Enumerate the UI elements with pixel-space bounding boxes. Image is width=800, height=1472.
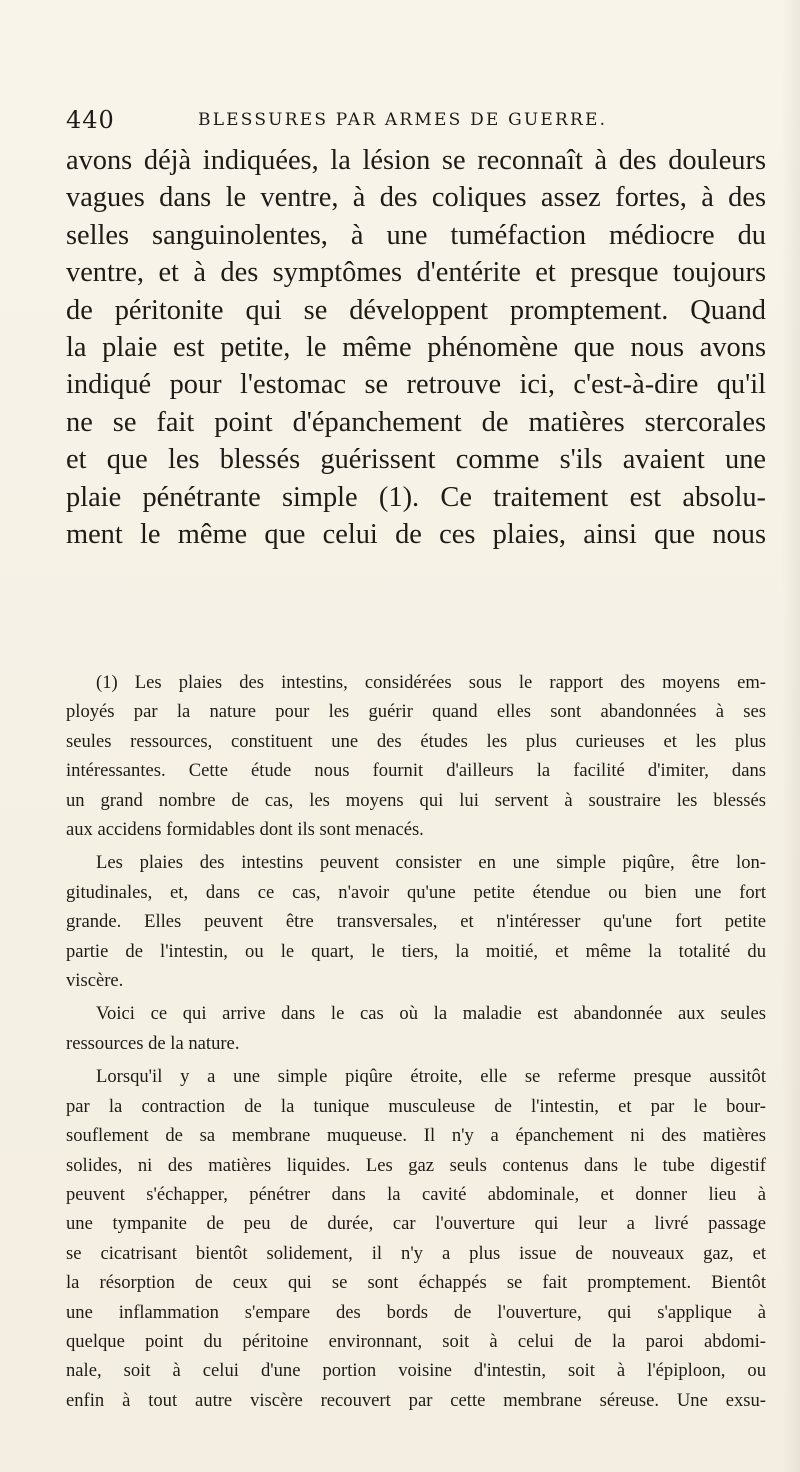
page-header bbox=[66, 106, 766, 136]
footnote-block bbox=[66, 668, 766, 1419]
page-number: 440 bbox=[66, 106, 115, 134]
page-edge-shadow bbox=[782, 0, 800, 1472]
footnote-line: enfin à tout autre viscère recouvert par cette membrane séreuse. Une exsu- bbox=[66, 1389, 766, 1411]
footnote-line: seules ressources, constituent une des études les plus curieuses et les plus bbox=[66, 730, 766, 752]
footnote-line: gitudinales, et, dans ce cas, n'avoir qu'une petite étendue ou bien une fort bbox=[66, 881, 766, 903]
main-text-line: plaie pénétrante simple (1). Ce traitement est absolu- bbox=[66, 481, 766, 513]
footnote-line: un grand nombre de cas, les moyens qui lui servent à soustraire les blessés bbox=[66, 789, 766, 811]
footnote-line: intéressantes. Cette étude nous fournit d'ailleurs la facilité d'imiter, dans bbox=[66, 760, 766, 782]
main-text-line: avons déjà indiquées, la lésion se reconnaît à des douleurs bbox=[66, 145, 766, 176]
footnote-paragraph bbox=[66, 999, 766, 1058]
footnote-line: par la contraction de la tunique musculeuse de l'intestin, et par le bour- bbox=[66, 1095, 766, 1117]
footnote-line: ressources de la nature. bbox=[66, 1032, 240, 1054]
main-text-line: ment le même que celui de ces plaies, ainsi que nous bbox=[66, 519, 766, 551]
main-text-line: indiqué pour l'estomac se retrouve ici, c'est-à-dire qu'il bbox=[66, 369, 766, 401]
footnote-line: (1) Les plaies des intestins, considérées sous le rapport des moyens em- bbox=[96, 672, 766, 693]
footnote-line: solides, ni des matières liquides. Les gaz seuls contenus dans le tube digestif bbox=[66, 1154, 766, 1176]
main-text-line: vagues dans le ventre, à des coliques assez fortes, à des bbox=[66, 182, 766, 214]
footnote-line: une inflammation s'empare des bords de l'ouverture, qui s'applique à bbox=[66, 1301, 766, 1323]
main-text-line: la plaie est petite, le même phénomène que nous avons bbox=[66, 332, 766, 364]
main-text-line: ne se fait point d'épanchement de matières stercorales bbox=[66, 406, 766, 438]
footnote-line: une tympanite de peu de durée, car l'ouverture qui leur a livré passage bbox=[66, 1213, 766, 1235]
footnote-line: Les plaies des intestins peuvent consister en une simple piqûre, être lon- bbox=[96, 852, 766, 874]
footnote-line: Voici ce qui arrive dans le cas où la maladie est abandonnée aux seules bbox=[96, 1003, 766, 1025]
footnote-line: Lorsqu'il y a une simple piqûre étroite, elle se referme presque aussitôt bbox=[96, 1066, 766, 1088]
footnote-line: partie de l'intestin, ou le quart, le tiers, la moitié, et même la totalité du bbox=[66, 940, 766, 962]
footnote-line: nale, soit à celui d'une portion voisine d'intestin, soit à l'épiploon, ou bbox=[66, 1360, 766, 1382]
main-text-line: selles sanguinolentes, à une tuméfaction médiocre du bbox=[66, 219, 766, 251]
footnote-line: quelque point du péritoine environnant, soit à celui de la paroi abdomi- bbox=[66, 1330, 766, 1352]
main-text-line: ventre, et à des symptômes d'entérite et presque toujours bbox=[66, 257, 766, 289]
main-text-line: de péritonite qui se développent promptement. Quand bbox=[66, 294, 766, 326]
footnote-paragraph bbox=[66, 668, 766, 844]
footnote-line: se cicatrisant bientôt solidement, il n'y a plus issue de nouveaux gaz, et bbox=[66, 1242, 766, 1264]
footnote-line: grande. Elles peuvent être transversales, et n'intéresser qu'une fort petite bbox=[66, 911, 766, 933]
footnote-line: peuvent s'échapper, pénétrer dans la cavité abdominale, et donner lieu à bbox=[66, 1183, 766, 1205]
footnote-line: la résorption de ceux qui se sont échappés se fait promptement. Bientôt bbox=[66, 1272, 766, 1294]
main-text-block bbox=[66, 142, 766, 553]
footnote-paragraph bbox=[66, 1062, 766, 1415]
footnote-line: souflement de sa membrane muqueuse. Il n'y a épanchement ni des matières bbox=[66, 1125, 766, 1147]
footnote-line: viscère. bbox=[66, 970, 124, 992]
running-title: BLESSURES PAR ARMES DE GUERRE. bbox=[198, 110, 608, 130]
main-text-line: et que les blessés guérissent comme s'ils avaient une bbox=[66, 444, 766, 476]
footnote-line: aux accidens formidables dont ils sont menacés. bbox=[66, 819, 424, 841]
footnote-paragraph bbox=[66, 848, 766, 995]
footnote-line: ployés par la nature pour les guérir quand elles sont abandonnées à ses bbox=[66, 701, 766, 723]
